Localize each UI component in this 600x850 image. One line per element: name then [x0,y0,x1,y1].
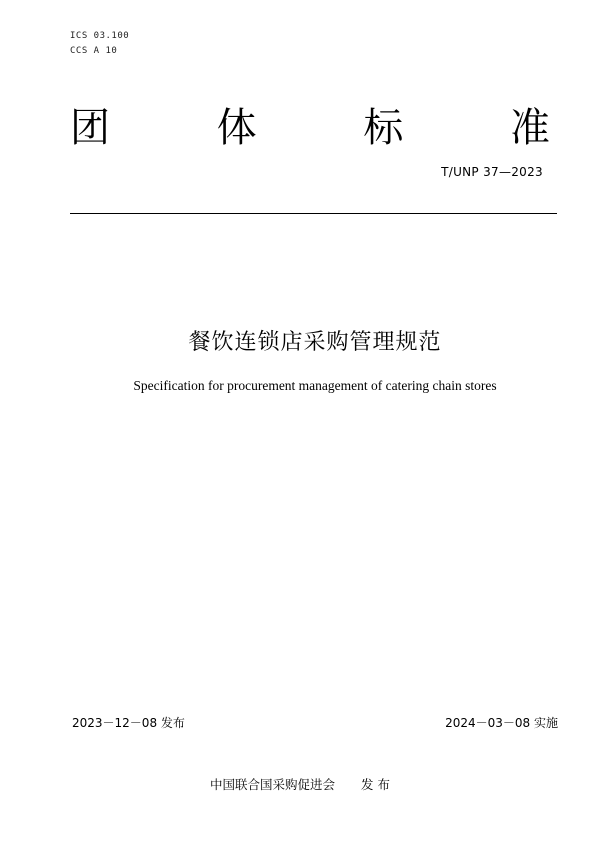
ics-code: ICS 03.100 [70,31,130,41]
issue-date: 2023－12－08 发布 [72,716,185,730]
standard-number: T/UNP 37—2023 [441,165,543,179]
document-title-english: Specification for procurement management of catering chain stores [133,378,497,393]
standard-type-char: 准 [509,105,550,151]
publisher-name: 中国联合国采购促进会 [210,777,336,792]
standard-type-heading [70,103,550,153]
publisher-action: 发 布 [361,777,390,792]
standard-type-char: 体 [216,105,257,151]
document-title-chinese: 餐饮连锁店采购管理规范 [188,330,442,355]
publisher-line [0,776,600,794]
standard-type-char: 标 [363,105,404,151]
ccs-code: CCS A 10 [70,46,118,56]
implementation-date: 2024－03－08 实施 [445,716,558,730]
header-divider [70,213,557,214]
standard-type-char: 团 [70,105,110,151]
